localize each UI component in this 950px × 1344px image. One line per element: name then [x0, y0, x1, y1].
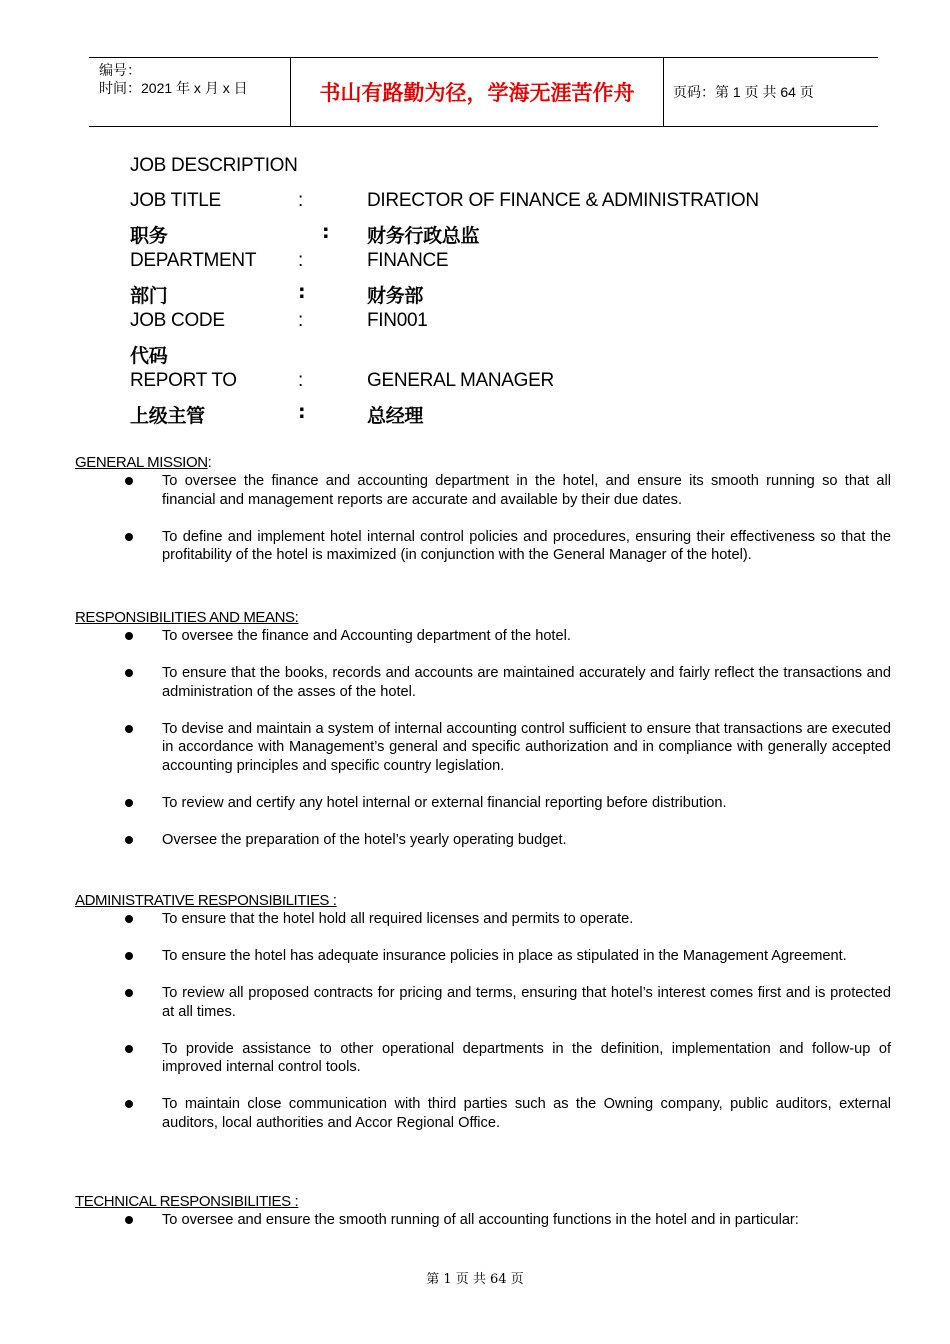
list-item: [75, 627, 891, 646]
row-label: 代码: [130, 345, 168, 367]
list-item-text: Oversee the preparation of the hotel’s yearly operating budget.: [162, 831, 567, 848]
list-item-text: To oversee and ensure the smooth running of all accounting functions in the hotel and in particular:: [162, 1212, 799, 1228]
row-colon: :: [298, 250, 303, 271]
page-header-table: [89, 57, 878, 127]
list-item: [75, 984, 891, 1021]
bullet-icon: [125, 799, 133, 807]
list-item-text: To oversee the finance and Accounting department of the hotel.: [162, 628, 571, 644]
administrative-section: [75, 892, 891, 1151]
list-item-text: To review all proposed contracts for pricing and terms, ensuring that hotel’s interest comes first and is protected at all times.: [162, 985, 891, 1020]
document-date-label: 时间：2021 年 x 月 x 日: [99, 80, 248, 96]
job-description-heading: JOB DESCRIPTION: [130, 155, 298, 176]
list-item: [75, 1095, 891, 1132]
row-label: REPORT TO: [130, 370, 237, 391]
bullet-icon: [125, 836, 133, 844]
list-item-text: To define and implement hotel internal control policies and procedures, ensuring their effectiveness so that the profitability of the hotel is maximized (in conjunction with the General Manager of the hotel).: [162, 528, 891, 563]
section-heading: TECHNICAL RESPONSIBILITIES :: [75, 1193, 299, 1210]
header-meta: [99, 61, 248, 97]
bullet-icon: [125, 915, 133, 923]
list-item: [75, 720, 891, 776]
bullet-icon: [125, 477, 133, 485]
bullet-icon: [125, 989, 133, 997]
responsibilities-section: [75, 609, 891, 868]
row-label: 职务: [130, 225, 168, 247]
section-heading-text: GENERAL MISSION: [75, 454, 208, 471]
list-item: [75, 910, 891, 929]
row-colon: :: [298, 281, 306, 303]
row-value: 财务行政总监: [367, 225, 480, 247]
bullet-icon: [125, 669, 133, 677]
section-heading: ADMINISTRATIVE RESPONSIBILITIES :: [75, 892, 337, 909]
list-item-text: To oversee the finance and accounting department in the hotel, and ensure its smooth running so that all financial and management reports are accurate and available by their due dates.: [162, 473, 891, 508]
list-item: [75, 528, 891, 565]
row-value: DIRECTOR OF FINANCE & ADMINISTRATION: [367, 190, 759, 211]
row-colon: :: [298, 401, 306, 423]
list-item: [75, 472, 891, 509]
list-item: [75, 831, 891, 850]
technical-section: [75, 1193, 891, 1248]
row-value: FIN001: [367, 310, 428, 331]
header-motto: 书山有路勤为径，学海无涯苦作舟: [319, 80, 635, 105]
row-colon: :: [298, 310, 303, 331]
list-item-text: To review and certify any hotel internal or external financial reporting before distribution.: [162, 794, 727, 811]
list-item-text: To devise and maintain a system of internal accounting control sufficient to ensure that transactions are executed in accordance with Management’s general and specific authorization and in compliance with generally accepted accounting principles and specific country legislation.: [162, 720, 891, 774]
header-page-number: 页码：第 1 页 共 64 页: [673, 84, 814, 100]
list-item-text: To ensure that the hotel hold all required licenses and permits to operate.: [162, 911, 634, 927]
row-colon: :: [322, 221, 330, 243]
row-label: 上级主管: [130, 405, 205, 427]
row-label: DEPARTMENT: [130, 250, 257, 271]
general-mission-section: [75, 454, 891, 583]
row-label: 部门: [130, 285, 168, 307]
list-item: [75, 1040, 891, 1077]
bullet-icon: [125, 1216, 133, 1224]
list-item: [75, 794, 891, 813]
list-item: [75, 947, 891, 966]
list-item-text: To maintain close communication with third parties such as the Owning company, public auditors, external auditors, local authorities and Accor Regional Office.: [162, 1096, 891, 1131]
bullet-icon: [125, 952, 133, 960]
list-item: [75, 1211, 891, 1230]
page-footer: 第 1 页 共 64 页: [426, 1272, 524, 1287]
bullet-icon: [125, 533, 133, 541]
row-value: 总经理: [367, 405, 424, 427]
list-item-text: To ensure that the books, records and accounts are maintained accurately and fairly reflect the transactions and administration of the asses of the hotel.: [162, 665, 891, 700]
section-heading-suffix: :: [207, 454, 212, 471]
header-divider: [663, 58, 664, 126]
row-colon: :: [298, 190, 303, 211]
section-heading: [75, 454, 891, 472]
row-colon: :: [298, 370, 303, 391]
bullet-icon: [125, 632, 133, 640]
bullet-icon: [125, 725, 133, 733]
row-label: JOB TITLE: [130, 190, 221, 211]
list-item: [75, 664, 891, 701]
document-number-label: 编号：: [99, 62, 141, 78]
section-heading: RESPONSIBILITIES AND MEANS:: [75, 609, 299, 626]
list-item-text: To provide assistance to other operational departments in the definition, implementation and follow-up of improved internal control tools.: [162, 1040, 891, 1075]
list-item-text: To ensure the hotel has adequate insurance policies in place as stipulated in the Management Agreement.: [162, 948, 847, 964]
row-value: 财务部: [367, 285, 424, 307]
bullet-icon: [125, 1100, 133, 1108]
row-label: JOB CODE: [130, 310, 225, 331]
row-value: FINANCE: [367, 250, 449, 271]
bullet-icon: [125, 1045, 133, 1053]
row-value: GENERAL MANAGER: [367, 370, 554, 391]
